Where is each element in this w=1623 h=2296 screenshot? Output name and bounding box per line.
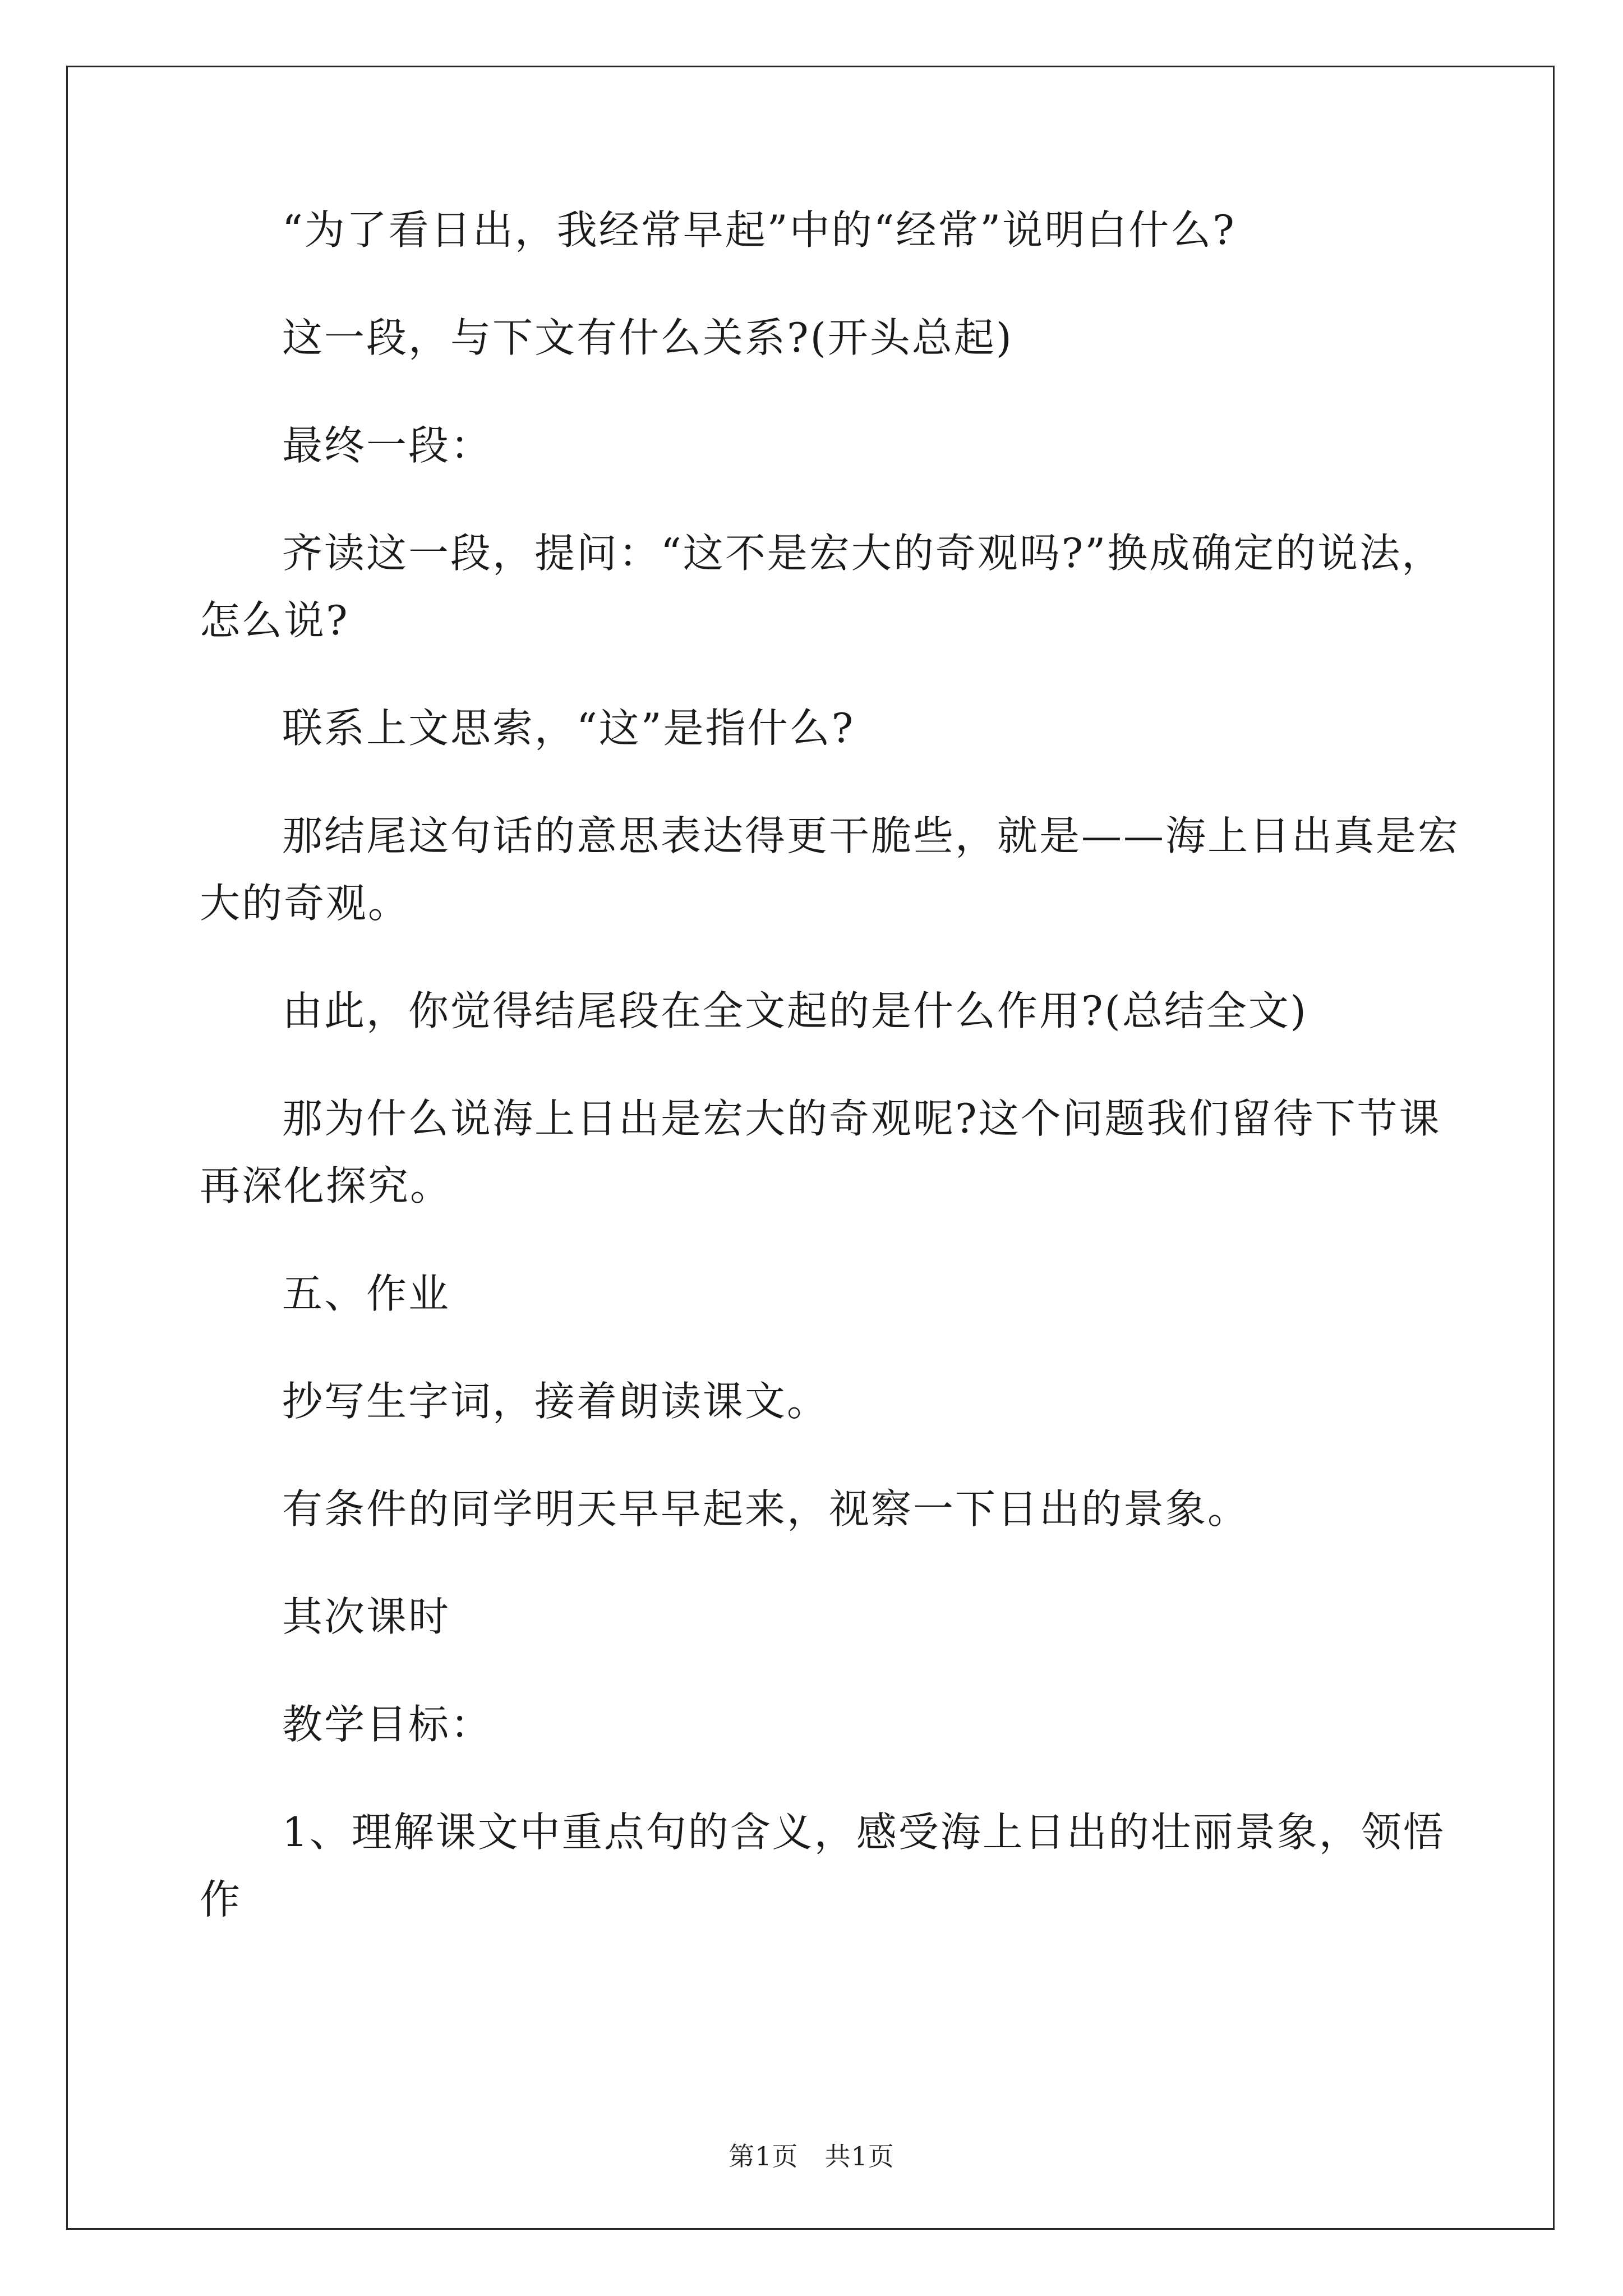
paragraph: 五、作业: [282, 1270, 451, 1317]
page-footer: [0, 2136, 1623, 2173]
document-body: [200, 196, 1467, 1973]
paragraph: “为了看日出，我经常早起”中的“经常”说明白什么?: [282, 206, 1236, 254]
paragraph: 1、理解课文中重点句的含义，感受海上日出的壮丽景象，领悟作: [200, 1809, 1445, 1923]
paragraph: 其次课时: [282, 1593, 451, 1640]
paragraph: 联系上文思索，“这”是指什么?: [282, 705, 855, 752]
paragraph: 那为什么说海上日出是宏大的奇观呢?这个问题我们留待下节课再深化探究。: [200, 1095, 1441, 1209]
page-number-label: 第1页 共1页: [728, 2141, 895, 2171]
paragraph: 齐读这一段，提问：“这不是宏大的奇观吗?”换成确定的说法，怎么说?: [200, 530, 1444, 644]
paragraph: 那结尾这句话的意思表达得更干脆些，就是——海上日出真是宏大的奇观。: [200, 812, 1460, 927]
paragraph: 抄写生字词，接着朗读课文。: [282, 1378, 829, 1425]
paragraph: 最终一段：: [282, 422, 493, 469]
paragraph: 这一段，与下文有什么关系?(开头总起): [282, 314, 1013, 361]
paragraph: 有条件的同学明天早早起来，视察一下日出的景象。: [282, 1485, 1250, 1533]
paragraph: 教学目标：: [282, 1701, 493, 1748]
paragraph: 由此，你觉得结尾段在全文起的是什么作用?(总结全文): [282, 987, 1308, 1034]
